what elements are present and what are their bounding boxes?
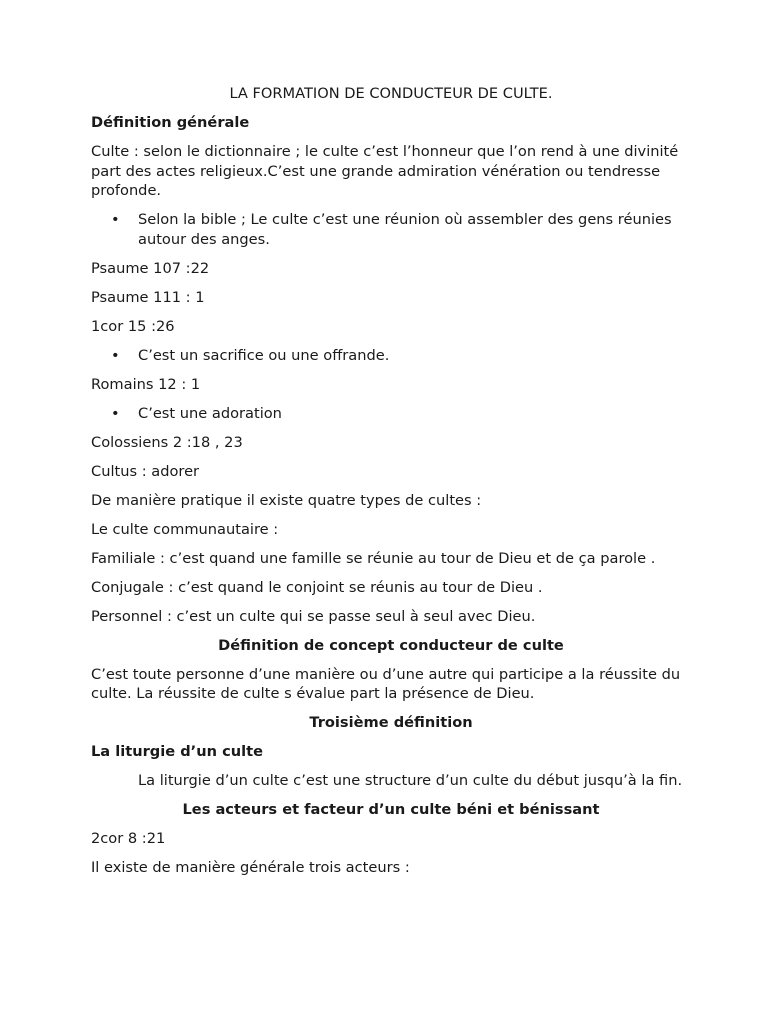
- bullet-icon: •: [111, 211, 120, 228]
- paragraph: 2cor 8 :21: [91, 830, 166, 847]
- document-body: [91, 84, 691, 887]
- paragraph: Psaume 111 : 1: [91, 288, 205, 306]
- bullet-text: Selon la bible ; Le culte c’est une réunion où assembler des gens réunies autour des anges.: [138, 211, 672, 248]
- bullet-text: C’est un sacrifice ou une offrande.: [138, 346, 390, 364]
- paragraph: Culte : selon le dictionnaire ; le culte c’est l’honneur que l’on rend à une divinité part des actes religieux.C’est une grande admiration vénération ou tendresse profonde.: [91, 143, 679, 199]
- section-heading: Définition générale: [91, 114, 250, 131]
- centered-heading: Les acteurs et facteur d’un culte béni et bénissant: [182, 801, 600, 818]
- centered-heading: Définition de concept conducteur de culte: [218, 636, 564, 654]
- paragraph: Cultus : adorer: [91, 462, 200, 480]
- paragraph: Conjugale : c’est quand le conjoint se réunis au tour de Dieu .: [91, 578, 543, 596]
- paragraph: Colossiens 2 :18 , 23: [91, 433, 243, 451]
- bullet-item: [91, 210, 691, 249]
- paragraph: 1cor 15 :26: [91, 317, 175, 335]
- paragraph: De manière pratique il existe quatre types de cultes :: [91, 491, 482, 509]
- document-blocks: [91, 113, 691, 878]
- bullet-item: [91, 346, 691, 366]
- section-heading: La liturgie d’un culte: [91, 743, 263, 760]
- centered-heading: Troisième définition: [309, 714, 473, 731]
- paragraph: Il existe de manière générale trois acteurs :: [91, 859, 410, 876]
- paragraph: Personnel : c’est un culte qui se passe seul à seul avec Dieu.: [91, 607, 536, 625]
- bullet-item: [91, 404, 691, 424]
- indented-paragraph: La liturgie d’un culte c’est une structure d’un culte du début jusqu’à la fin.: [138, 772, 683, 789]
- bullet-text: C’est une adoration: [138, 404, 282, 422]
- paragraph: Psaume 107 :22: [91, 259, 210, 277]
- paragraph: Familiale : c’est quand une famille se réunie au tour de Dieu et de ça parole .: [91, 549, 656, 567]
- document-title: LA FORMATION DE CONDUCTEUR DE CULTE.: [229, 85, 553, 102]
- paragraph: Le culte communautaire :: [91, 520, 279, 538]
- paragraph: C’est toute personne d’une manière ou d’une autre qui participe a la réussite du culte. La réussite de culte s évalue part la présence de Dieu.: [91, 665, 681, 702]
- bullet-icon: •: [111, 346, 120, 364]
- paragraph: Romains 12 : 1: [91, 375, 201, 393]
- bullet-icon: •: [111, 404, 120, 422]
